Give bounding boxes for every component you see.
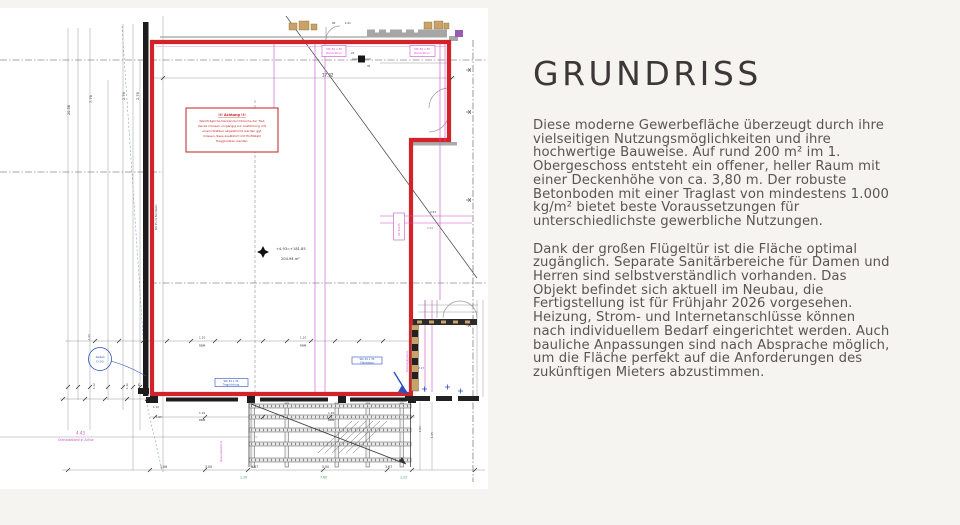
- area-label: 204.94 m²: [281, 257, 300, 261]
- svg-text:D-03: D-03: [96, 359, 104, 364]
- svg-text:Rand-Sturz: Rand-Sturz: [414, 51, 430, 55]
- text-panel: [533, 54, 933, 394]
- svg-text:1.10: 1.10: [300, 335, 307, 340]
- p1-line: hochwertige Bauweise. Auf rund 200 m² im 1.: [533, 145, 841, 161]
- svg-text:Rand-Sturz: Rand-Sturz: [326, 51, 342, 55]
- p2-line: um die Fläche perfekt auf die Anforderungen des: [533, 351, 863, 367]
- p1-line: kg/m² bietet beste Voraussetzungen für: [533, 200, 800, 216]
- svg-text:1.10: 1.10: [199, 411, 206, 415]
- svg-text:1.00: 1.00: [88, 334, 91, 340]
- svg-text:RBM: RBM: [328, 418, 335, 422]
- svg-text:1.10: 1.10: [240, 475, 248, 480]
- p2-line: Dank der großen Flügeltür ist die Fläche optimal: [533, 241, 858, 257]
- svg-text:Detail: Detail: [95, 355, 105, 359]
- svg-text:1.10: 1.10: [199, 335, 206, 340]
- p2-line: Herren sind selbstverständlich vorhanden. Das: [533, 269, 847, 285]
- svg-text:Traggerüsten werden.: Traggerüsten werden.: [215, 139, 249, 143]
- svg-text:UZ 30x35: UZ 30x35: [398, 223, 401, 236]
- paragraph-1: [533, 119, 933, 229]
- p2-line: Fertigstellung ist für Frühjahr 2026 vorgesehen.: [533, 296, 853, 312]
- p2-line: zukünftigen Mieters abzustimmen.: [533, 364, 765, 380]
- svg-text:2.67: 2.67: [430, 210, 437, 214]
- svg-text:24: 24: [351, 52, 355, 55]
- svg-text:1.13: 1.13: [153, 406, 159, 409]
- svg-text:1.87: 1.87: [251, 465, 259, 469]
- svg-text:1.05: 1.05: [156, 416, 162, 419]
- p1-line: unterschiedlichste gewerbliche Nutzungen.: [533, 213, 823, 229]
- svg-text:Nachträgliche Deckendurchbrüch: Nachträgliche Deckendurchbrüche der TGA: [199, 119, 265, 123]
- svg-text:4.43: 4.43: [76, 430, 85, 436]
- svg-text:17.32: 17.32: [322, 72, 334, 78]
- svg-text:RBM: RBM: [199, 343, 206, 348]
- svg-text:müssen diese zusätzlich mit Pr: müssen diese zusätzlich mit Profilstahl: [202, 134, 262, 138]
- svg-text:1.50: 1.50: [419, 426, 422, 432]
- svg-text:Stb 25 cm Sichtbeton: Stb 25 cm Sichtbeton: [155, 204, 158, 230]
- svg-text:!!! Achtung !!!: !!! Achtung !!!: [218, 113, 246, 117]
- svg-text:Grenzabstand: Grenzabstand: [219, 441, 223, 462]
- p2-line: nach individuellem Bedarf eingerichtet werden. Auch: [533, 323, 890, 339]
- page-title: GRUNDRISS: [533, 54, 762, 93]
- svg-text:1.12: 1.12: [93, 383, 96, 389]
- level-label: +4.93=+181.85: [276, 247, 306, 251]
- svg-text:1.22: 1.22: [400, 475, 408, 480]
- svg-text:3.67: 3.67: [385, 465, 393, 469]
- svg-text:RBM: RBM: [300, 343, 307, 348]
- svg-text:Stb 30 x 35: Stb 30 x 35: [359, 358, 375, 361]
- svg-text:Tragrichtung: Tragrichtung: [222, 383, 240, 387]
- svg-text:Stb 30 x 35: Stb 30 x 35: [413, 47, 431, 51]
- svg-text:Stb 30 x 35: Stb 30 x 35: [325, 47, 343, 51]
- p1-line: einer Deckenhöhe von ca. 3,80 m. Der robuste: [533, 172, 847, 188]
- svg-text:1.01: 1.01: [345, 22, 351, 25]
- svg-text:20.58: 20.58: [67, 104, 71, 115]
- svg-text:Grenzabstand in Achse: Grenzabstand in Achse: [58, 438, 94, 442]
- svg-text:2.46: 2.46: [427, 226, 434, 230]
- svg-text:7.60: 7.60: [320, 475, 328, 480]
- svg-text:Flachsturz: Flachsturz: [360, 361, 374, 365]
- p2-line: bauliche Anpassungen sind nach Absprache möglich,: [533, 337, 890, 353]
- p2-line: Objekt befindet sich aktuell im Neubau, die: [533, 282, 824, 298]
- svg-text:2.76: 2.76: [136, 92, 140, 100]
- svg-text:Decke müssen vorgängig zur Aus: Decke müssen vorgängig zur Ausführung mit: [198, 124, 266, 128]
- svg-text:2.17: 2.17: [418, 366, 425, 370]
- svg-text:7.76: 7.76: [89, 95, 93, 103]
- svg-text:Nutzungsgrenze: Nutzungsgrenze: [406, 350, 409, 372]
- warning-box: [186, 108, 278, 152]
- svg-text:30: 30: [367, 65, 371, 68]
- svg-text:1.06: 1.06: [160, 465, 168, 469]
- svg-text:1.05: 1.05: [431, 432, 434, 438]
- p1-line: Obergeschoss entsteht ein offener, heller Raum mit: [533, 159, 881, 175]
- paragraph-2: [533, 243, 933, 380]
- p1-line: Betonboden mit einer Traglast von mindestens 1.000: [533, 186, 890, 202]
- svg-text:1.12: 1.12: [126, 383, 129, 389]
- svg-text:RBM: RBM: [199, 418, 206, 422]
- p1-line: Diese moderne Gewerbefläche überzeugt durch ihre: [533, 118, 884, 133]
- p2-line: Heizung, Strom- und Internetanschlüsse können: [533, 310, 856, 326]
- p1-line: vielseitigen Nutzungsmöglichkeiten und ihre: [533, 131, 831, 147]
- svg-text:1.45: 1.45: [138, 383, 141, 389]
- svg-text:Stb 30 x 35: Stb 30 x 35: [223, 380, 239, 383]
- svg-text:einem Statiker abgestimmt werd: einem Statiker abgestimmt werden ggf.: [202, 129, 262, 133]
- svg-text:5.00: 5.00: [322, 465, 330, 469]
- svg-text:90: 90: [332, 22, 336, 25]
- purple-detail-mark: [455, 30, 463, 37]
- svg-text:1.10: 1.10: [328, 411, 335, 415]
- svg-text:3.00: 3.00: [205, 465, 213, 469]
- p2-line: zugänglich. Separate Sanitärbereiche für Damen und: [533, 255, 890, 271]
- svg-text:2.76: 2.76: [122, 92, 126, 100]
